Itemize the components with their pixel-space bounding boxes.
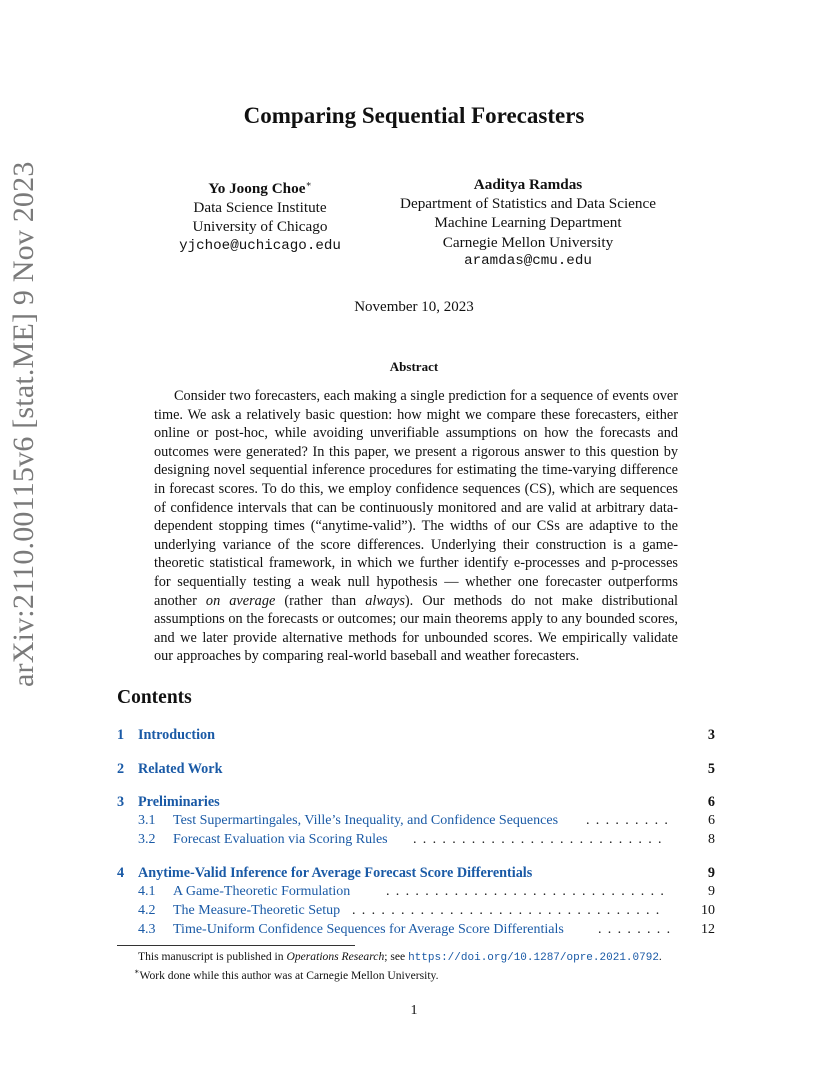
toc-page-number: 12 — [701, 922, 715, 937]
toc-section-number: 3 — [117, 794, 125, 810]
toc-subsection[interactable] — [138, 812, 715, 830]
toc-page-number: 3 — [707, 727, 715, 743]
author-name: Aaditya Ramdas — [473, 176, 583, 193]
contents-heading: Contents — [117, 687, 192, 708]
author-email[interactable]: aramdas@cmu.edu — [464, 252, 592, 269]
toc-section-title[interactable]: Introduction — [138, 727, 215, 743]
toc-page-number: 9 — [708, 884, 715, 899]
toc-subsection-title[interactable]: Forecast Evaluation via Scoring Rules — [173, 832, 388, 847]
abstract-text: Consider two forecasters, each making a single prediction for a sequence of events over time. We ask a relatively basic question: how might we compare these forecasters, either online or post-hoc, while avoiding unverifiable assumptions on how the forecasts and outcomes were generated? In this paper, we present a rigorous answer to this question by designing novel sequential inference procedures for estimating the time-varying difference in forecast scores. To do this, we employ confidence sequences (CS), which are sequences of confidence intervals that can be continuously monitored and are valid at arbitrary data-dependent stopping times (“anytime-valid”). The widths of our CSs are adaptive to the underlying variance of the score differences. Underlying their construction is a game-theoretic statistical framework, in which we further identify e-processes and p-processes for sequentially testing a weak null hypothesis — whether one forecaster outperforms another on average (rather than always). Our methods do not make distributional assumptions on the forecasts or outcomes; our main theorems apply to any bounded scores, and we later provide alternative methods for unbounded scores. We empirically validate our approaches by comparing real-world baseball and weather forecasters. — [154, 388, 679, 665]
footnote-publication: This manuscript is published in Operations Research; see https://doi.org/10.1287/opre.2021.0792. — [138, 950, 662, 964]
toc-page-number: 5 — [707, 761, 715, 777]
toc-subsection-number: 3.1 — [138, 813, 156, 828]
toc-section-number: 4 — [117, 865, 125, 881]
author-1-block — [160, 175, 360, 256]
toc-page-number: 6 — [707, 794, 715, 810]
toc-section-related-work[interactable] — [117, 760, 717, 778]
author-affiliation: Machine Learning Department — [434, 214, 622, 232]
toc-subsection-title[interactable]: The Measure-Theoretic Setup — [173, 903, 341, 918]
toc-subsection-number: 4.3 — [138, 922, 156, 937]
author-affiliation: Carnegie Mellon University — [442, 233, 614, 251]
paper-date: November 10, 2023 — [354, 299, 474, 315]
toc-subsection-title[interactable]: Test Supermartingales, Ville’s Inequality, and Confidence Sequences — [173, 813, 559, 828]
toc-section-title[interactable]: Anytime-Valid Inference for Average Forecast Score Differentials — [138, 865, 533, 881]
toc-leader-dots: .......................... — [413, 832, 668, 847]
toc-subsection-title[interactable]: A Game-Theoretic Formulation — [173, 884, 351, 899]
author-2-block — [375, 175, 681, 271]
toc-subsection[interactable] — [138, 921, 715, 939]
toc-leader-dots: ......... — [586, 813, 675, 828]
toc-section-anytime-valid-inference[interactable] — [117, 864, 717, 882]
toc-page-number: 6 — [708, 813, 715, 828]
author-email[interactable]: yjchoe@uchicago.edu — [179, 237, 341, 254]
footnote-rule — [117, 945, 355, 946]
toc-section-preliminaries[interactable] — [117, 793, 717, 811]
toc-leader-dots: ................................ — [352, 903, 666, 918]
page-number: 1 — [410, 1003, 418, 1018]
toc-subsection-number: 3.2 — [138, 832, 156, 847]
toc-subsection-title[interactable]: Time-Uniform Confidence Sequences for Average Score Differentials — [173, 922, 564, 937]
author-affiliation: Department of Statistics and Data Science — [400, 195, 656, 213]
toc-subsection[interactable] — [138, 831, 715, 849]
author-affiliation: University of Chicago — [192, 218, 328, 236]
toc-leader-dots: ........ — [598, 922, 677, 937]
paper-title: Comparing Sequential Forecasters — [243, 103, 585, 128]
toc-section-number: 1 — [117, 727, 125, 743]
toc-page-number: 9 — [707, 865, 715, 881]
arxiv-identifier: arXiv:2110.00115v6 [stat.ME] 9 Nov 2023 — [7, 161, 40, 687]
toc-section-title[interactable]: Preliminaries — [138, 794, 220, 810]
toc-subsection-number: 4.1 — [138, 884, 156, 899]
toc-section-introduction[interactable] — [117, 726, 717, 744]
toc-subsection-number: 4.2 — [138, 903, 156, 918]
doi-link[interactable]: https://doi.org/10.1287/opre.2021.0792 — [408, 952, 659, 964]
toc-section-title[interactable]: Related Work — [138, 761, 223, 777]
toc-page-number: 10 — [701, 903, 715, 918]
toc-leader-dots: ............................. — [386, 884, 671, 899]
toc-page-number: 8 — [708, 832, 715, 847]
abstract-heading: Abstract — [389, 359, 439, 374]
toc-subsection[interactable] — [138, 902, 715, 920]
author-affiliation: Data Science Institute — [193, 199, 327, 217]
author-name: Yo Joong Choe∗ — [208, 179, 312, 198]
toc-subsection[interactable] — [138, 883, 715, 901]
footnote-author-note: ∗Work done while this author was at Carnegie Mellon University. — [134, 967, 439, 982]
toc-section-number: 2 — [117, 761, 125, 777]
